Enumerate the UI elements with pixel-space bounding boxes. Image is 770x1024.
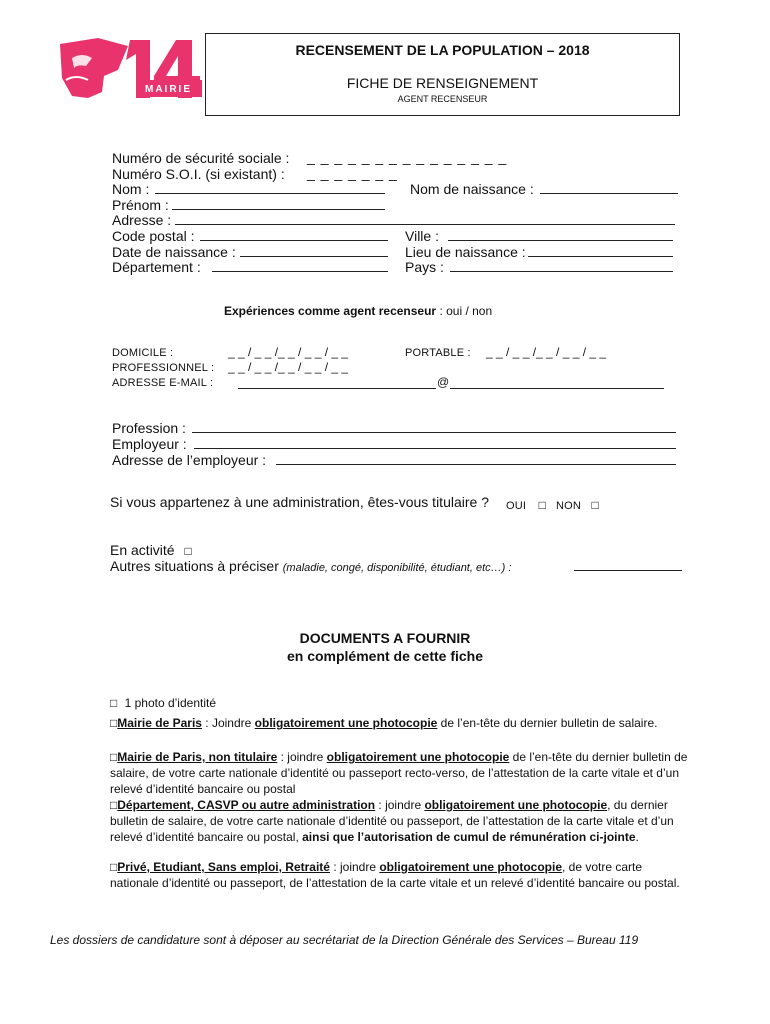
item3-title: Département, CASVP ou autre administration	[117, 798, 376, 812]
autres-field[interactable]	[574, 570, 682, 571]
nom-naissance-label: Nom de naissance :	[410, 181, 534, 197]
ville-label: Ville :	[405, 228, 439, 244]
lieu-naissance-label: Lieu de naissance :	[405, 244, 526, 260]
item4-text-a: : joindre	[329, 860, 380, 874]
nom-naissance-field[interactable]	[540, 193, 678, 194]
adresse-label: Adresse :	[112, 212, 172, 228]
date-naissance-field[interactable]	[240, 256, 388, 257]
soi-field[interactable]: _ _ _ _ _ _ _	[307, 165, 398, 181]
pays-field[interactable]	[450, 271, 673, 272]
en-activite-row[interactable]	[110, 542, 192, 558]
non-label: NON	[556, 500, 582, 512]
photo-checkbox[interactable]: □	[110, 696, 118, 710]
item1-text-b: de l’en-tête du dernier bulletin de salaire.	[437, 716, 658, 730]
email-at: @	[437, 375, 450, 389]
prenom-field[interactable]	[172, 209, 385, 210]
item1-text-a: : Joindre	[201, 716, 255, 730]
nom-field[interactable]	[155, 193, 385, 194]
form-title: RECENSEMENT DE LA POPULATION – 2018	[295, 42, 590, 58]
employeur-label: Employeur :	[112, 436, 187, 452]
email-user-field[interactable]	[238, 388, 436, 389]
email-label: ADRESSE E-MAIL :	[112, 377, 214, 389]
experience-options[interactable]: : oui / non	[439, 304, 493, 318]
admin-oui-option[interactable]	[506, 496, 546, 514]
documents-title: DOCUMENTS A FOURNIR	[299, 630, 471, 646]
autres-label: Autres situations à préciser	[110, 558, 279, 574]
item3-emphasis: obligatoirement une photocopie	[424, 798, 608, 812]
departement-label: Département :	[112, 259, 201, 275]
form-subtitle: FICHE DE RENSEIGNEMENT	[346, 75, 539, 91]
nom-label: Nom :	[112, 181, 150, 197]
portable-label: PORTABLE :	[405, 347, 471, 359]
documents-subtitle: en complément de cette fiche	[286, 648, 484, 664]
code-postal-field[interactable]	[200, 240, 388, 241]
autres-row	[110, 558, 511, 574]
experience-label: Expériences comme agent recenseur	[224, 304, 437, 318]
header-box	[205, 33, 680, 116]
doc-photo-item	[110, 696, 216, 710]
autres-hint: (maladie, congé, disponibilité, étudiant, etc…) :	[282, 562, 512, 574]
item2-text-b: de l’en-tête du dernier bulletin de salaire, de votre carte nationale d’identité ou passeport recto-verso, de l’attestation de la carte vitale et d’un relevé d’identité bancaire ou postal	[110, 750, 688, 796]
portable-field[interactable]: _ _ / _ _ /_ _ / _ _ / _ _	[486, 345, 607, 359]
ville-field[interactable]	[448, 240, 673, 241]
secu-field[interactable]: _ _ _ _ _ _ _ _ _ _ _ _ _ _ _	[307, 149, 508, 165]
item1-title: Mairie de Paris	[117, 716, 202, 730]
adresse-employeur-label: Adresse de l’employeur :	[112, 452, 267, 468]
profession-field[interactable]	[192, 432, 676, 433]
item3-text-d: .	[635, 829, 639, 844]
code-postal-label: Code postal :	[112, 228, 195, 244]
doc-item-departement	[110, 798, 688, 845]
admin-non-option[interactable]	[556, 496, 599, 514]
item1-checkbox[interactable]: □	[110, 716, 118, 730]
profession-label: Profession :	[112, 420, 186, 436]
form-agent: AGENT RECENSEUR	[397, 94, 488, 104]
item2-text-a: : joindre	[277, 750, 327, 764]
footer-note: Les dossiers de candidature sont à déposer au secrétariat de la Direction Générale des Services – Bureau 119	[50, 933, 639, 947]
item4-text-b: , de votre carte nationale d’identité ou passeport, de l’attestation de la carte vitale et un relevé d’identité bancaire ou postal.	[110, 860, 680, 890]
pays-label: Pays :	[405, 259, 444, 275]
en-activite-label: En activité	[110, 542, 175, 558]
photo-label: 1 photo d’identité	[124, 696, 216, 710]
prenom-label: Prénom :	[112, 197, 169, 213]
item2-checkbox[interactable]: □	[110, 750, 118, 764]
en-activite-checkbox[interactable]: □	[184, 544, 192, 558]
logo-mairie-text: MAIRIE	[145, 84, 192, 95]
item2-emphasis: obligatoirement une photocopie	[326, 750, 510, 764]
pro-field[interactable]: _ _ / _ _ /_ _ / _ _ / _ _	[228, 360, 349, 374]
experience-row	[224, 304, 492, 318]
admin-question: Si vous appartenez à une administration, êtes-vous titulaire ?	[110, 494, 489, 510]
item3-text-a: : joindre	[375, 798, 425, 812]
date-naissance-label: Date de naissance :	[112, 244, 236, 260]
item4-emphasis: obligatoirement une photocopie	[379, 860, 563, 874]
doc-item-prive	[110, 860, 688, 892]
oui-label: OUI	[506, 500, 527, 512]
employeur-field[interactable]	[194, 448, 676, 449]
item3-text-b: , du dernier bulletin de salaire, de votre carte nationale d’identité ou passeport, de l’attestation de la carte vitale et d’un relevé d’identité bancaire ou postal,	[110, 798, 674, 844]
secu-label: Numéro de sécurité sociale :	[112, 150, 290, 166]
pro-label: PROFESSIONNEL :	[112, 362, 215, 374]
doc-item-mairie	[110, 716, 688, 732]
adresse-employeur-field[interactable]	[276, 464, 676, 465]
soi-label: Numéro S.O.I. (si existant) :	[112, 166, 285, 182]
item3-checkbox[interactable]: □	[110, 798, 118, 812]
oui-checkbox[interactable]: □	[538, 498, 546, 512]
lieu-naissance-field[interactable]	[528, 256, 673, 257]
item1-emphasis: obligatoirement une photocopie	[254, 716, 438, 730]
item2-title: Mairie de Paris, non titulaire	[117, 750, 278, 764]
item4-title: Privé, Etudiant, Sans emploi, Retraité	[117, 860, 330, 874]
domicile-field[interactable]: _ _ / _ _ /_ _ / _ _ / _ _	[228, 345, 349, 359]
email-domain-field[interactable]	[450, 388, 664, 389]
item3-cumul: ainsi que l’autorisation de cumul de rémunération ci-jointe	[302, 829, 636, 844]
mairie-14-logo	[58, 36, 203, 108]
non-checkbox[interactable]: □	[591, 498, 599, 512]
doc-item-mairie-non-titulaire	[110, 750, 688, 797]
item4-checkbox[interactable]: □	[110, 860, 118, 874]
adresse-field[interactable]	[175, 224, 675, 225]
domicile-label: DOMICILE :	[112, 347, 174, 359]
departement-field[interactable]	[212, 271, 388, 272]
